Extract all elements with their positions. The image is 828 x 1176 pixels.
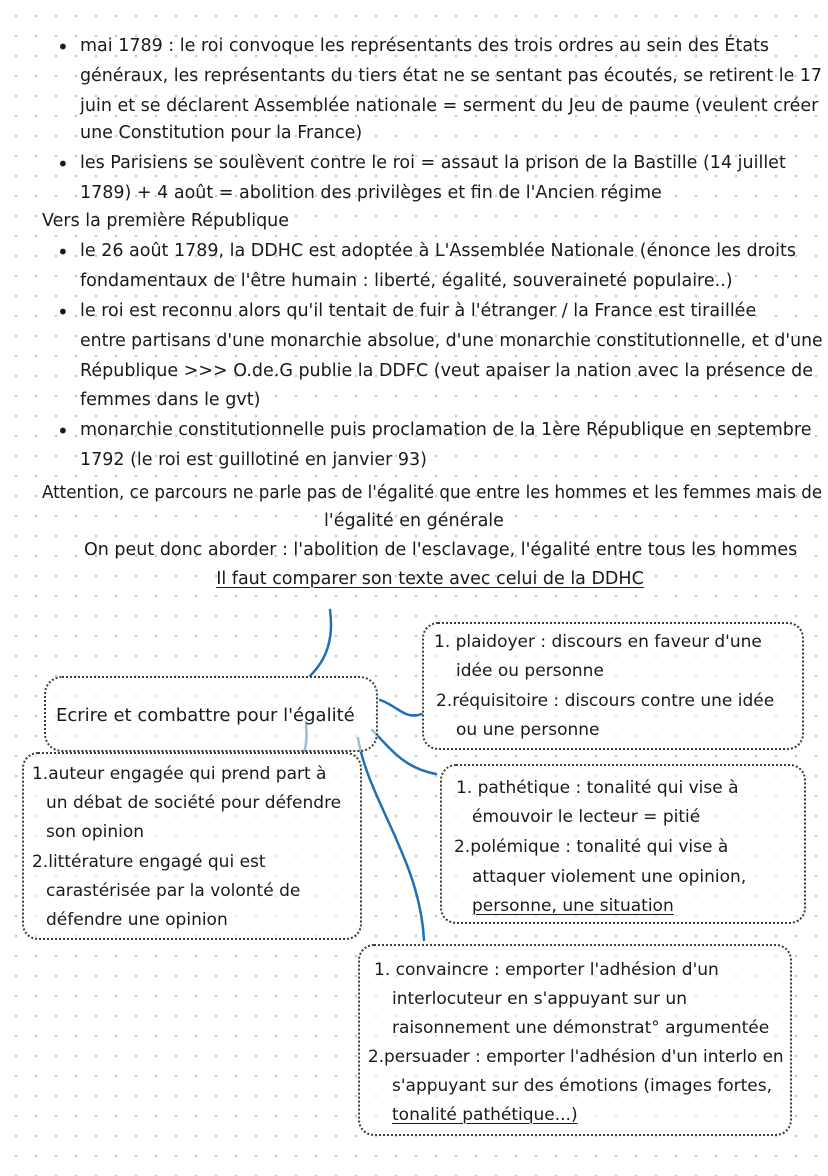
box-line: 1. pathétique : tonalité qui vise à — [456, 778, 739, 798]
bullet-dot: • — [57, 300, 69, 324]
box-line: ou une personne — [456, 720, 600, 740]
list-item-text: 1792 (le roi est guillotiné en janvier 93) — [80, 450, 427, 470]
box-plaidoyer-requisitoire — [422, 622, 804, 750]
list-item-text: femmes dans le gvt) — [80, 390, 261, 410]
list-item-text: généraux, les représentants du tiers état ne se sentant pas écoutés, se retirent le 17 — [80, 66, 822, 86]
list-item-text: le roi est reconnu alors qu'il tentait de fuir à l'étranger / la France est tiraillée — [80, 301, 757, 321]
mindmap-center-label: Ecrire et combattre pour l'égalité — [56, 705, 355, 726]
list-item-text: les Parisiens se soulèvent contre le roi = assaut la prison de la Bastille (14 juillet — [80, 153, 786, 173]
bullet-dot: • — [57, 152, 69, 176]
list-item-text: fondamentaux de l'être humain : liberté, égalité, souveraineté populaire..) — [80, 271, 733, 291]
list-item-text: mai 1789 : le roi convoque les représentants des trois ordres au sein des États — [80, 36, 770, 56]
box-line: personne, une situation — [472, 896, 674, 916]
box-line: 1. plaidoyer : discours en faveur d'une — [434, 632, 762, 652]
box-line: 2.persuader : emporter l'adhésion d'un interlo en — [368, 1047, 784, 1067]
list-item-text: 1789) + 4 août = abolition des privilèges et fin de l'Ancien régime — [80, 183, 662, 203]
list-item-text: une Constitution pour la France) — [80, 123, 363, 143]
list-item-text: le 26 août 1789, la DDHC est adoptée à L'Assemblée Nationale (énonce les droits — [80, 241, 796, 261]
box-engagement — [22, 752, 362, 940]
box-line: tonalité pathétique...) — [392, 1105, 578, 1125]
box-line: défendre une opinion — [46, 910, 228, 930]
box-line: 1.auteur engagée qui prend part à — [32, 764, 327, 784]
list-item-text: entre partisans d'une monarchie absolue, d'une monarchie constitutionnelle, et d'une — [80, 331, 823, 351]
list-item-text: monarchie constitutionnelle puis proclamation de la 1ère République en septembre — [80, 420, 812, 440]
box-line: un débat de société pour défendre — [46, 793, 342, 813]
box-line: carastérisée par la volonté de — [46, 881, 301, 901]
box-line: interlocuteur en s'appuyant sur un — [392, 989, 687, 1009]
note-line: Il faut comparer son texte avec celui de la DDHC — [216, 569, 644, 589]
list-item-text: juin et se déclarent Assemblée nationale = serment du Jeu de paume (veulent créer — [80, 96, 819, 116]
box-line: 2.polémique : tonalité qui vise à — [454, 837, 729, 857]
bullet-dot: • — [57, 419, 69, 443]
box-line: raisonnement une démonstrat° argumentée — [392, 1018, 770, 1038]
bullet-dot: • — [57, 240, 69, 264]
box-line: s'appuyant sur des émotions (images fortes, — [392, 1076, 773, 1096]
box-line: idée ou personne — [456, 661, 604, 681]
box-line: attaquer violement une opinion, — [472, 867, 747, 887]
section-heading: Vers la première République — [42, 211, 290, 231]
note-line: Attention, ce parcours ne parle pas de l'égalité que entre les hommes et les femmes mais de — [42, 483, 823, 503]
note-line: l'égalité en générale — [324, 511, 504, 531]
box-line: 2.littérature engagé qui est — [32, 852, 266, 872]
box-line: son opinion — [46, 822, 145, 842]
box-line: 2.réquisitoire : discours contre une idée — [436, 691, 775, 711]
box-convaincre-persuader — [358, 944, 792, 1136]
bullet-dot: • — [57, 35, 69, 59]
box-line: 1. convaincre : emporter l'adhésion d'un — [374, 960, 719, 980]
box-tonalites — [440, 764, 806, 924]
box-line: émouvoir le lecteur = pitié — [472, 807, 701, 827]
note-line: On peut donc aborder : l'abolition de l'esclavage, l'égalité entre tous les hommes — [84, 540, 798, 560]
list-item-text: République >>> O.de.G publie la DDFC (veut apaiser la nation avec la présence de — [80, 361, 813, 381]
mindmap-center-node — [44, 676, 378, 752]
